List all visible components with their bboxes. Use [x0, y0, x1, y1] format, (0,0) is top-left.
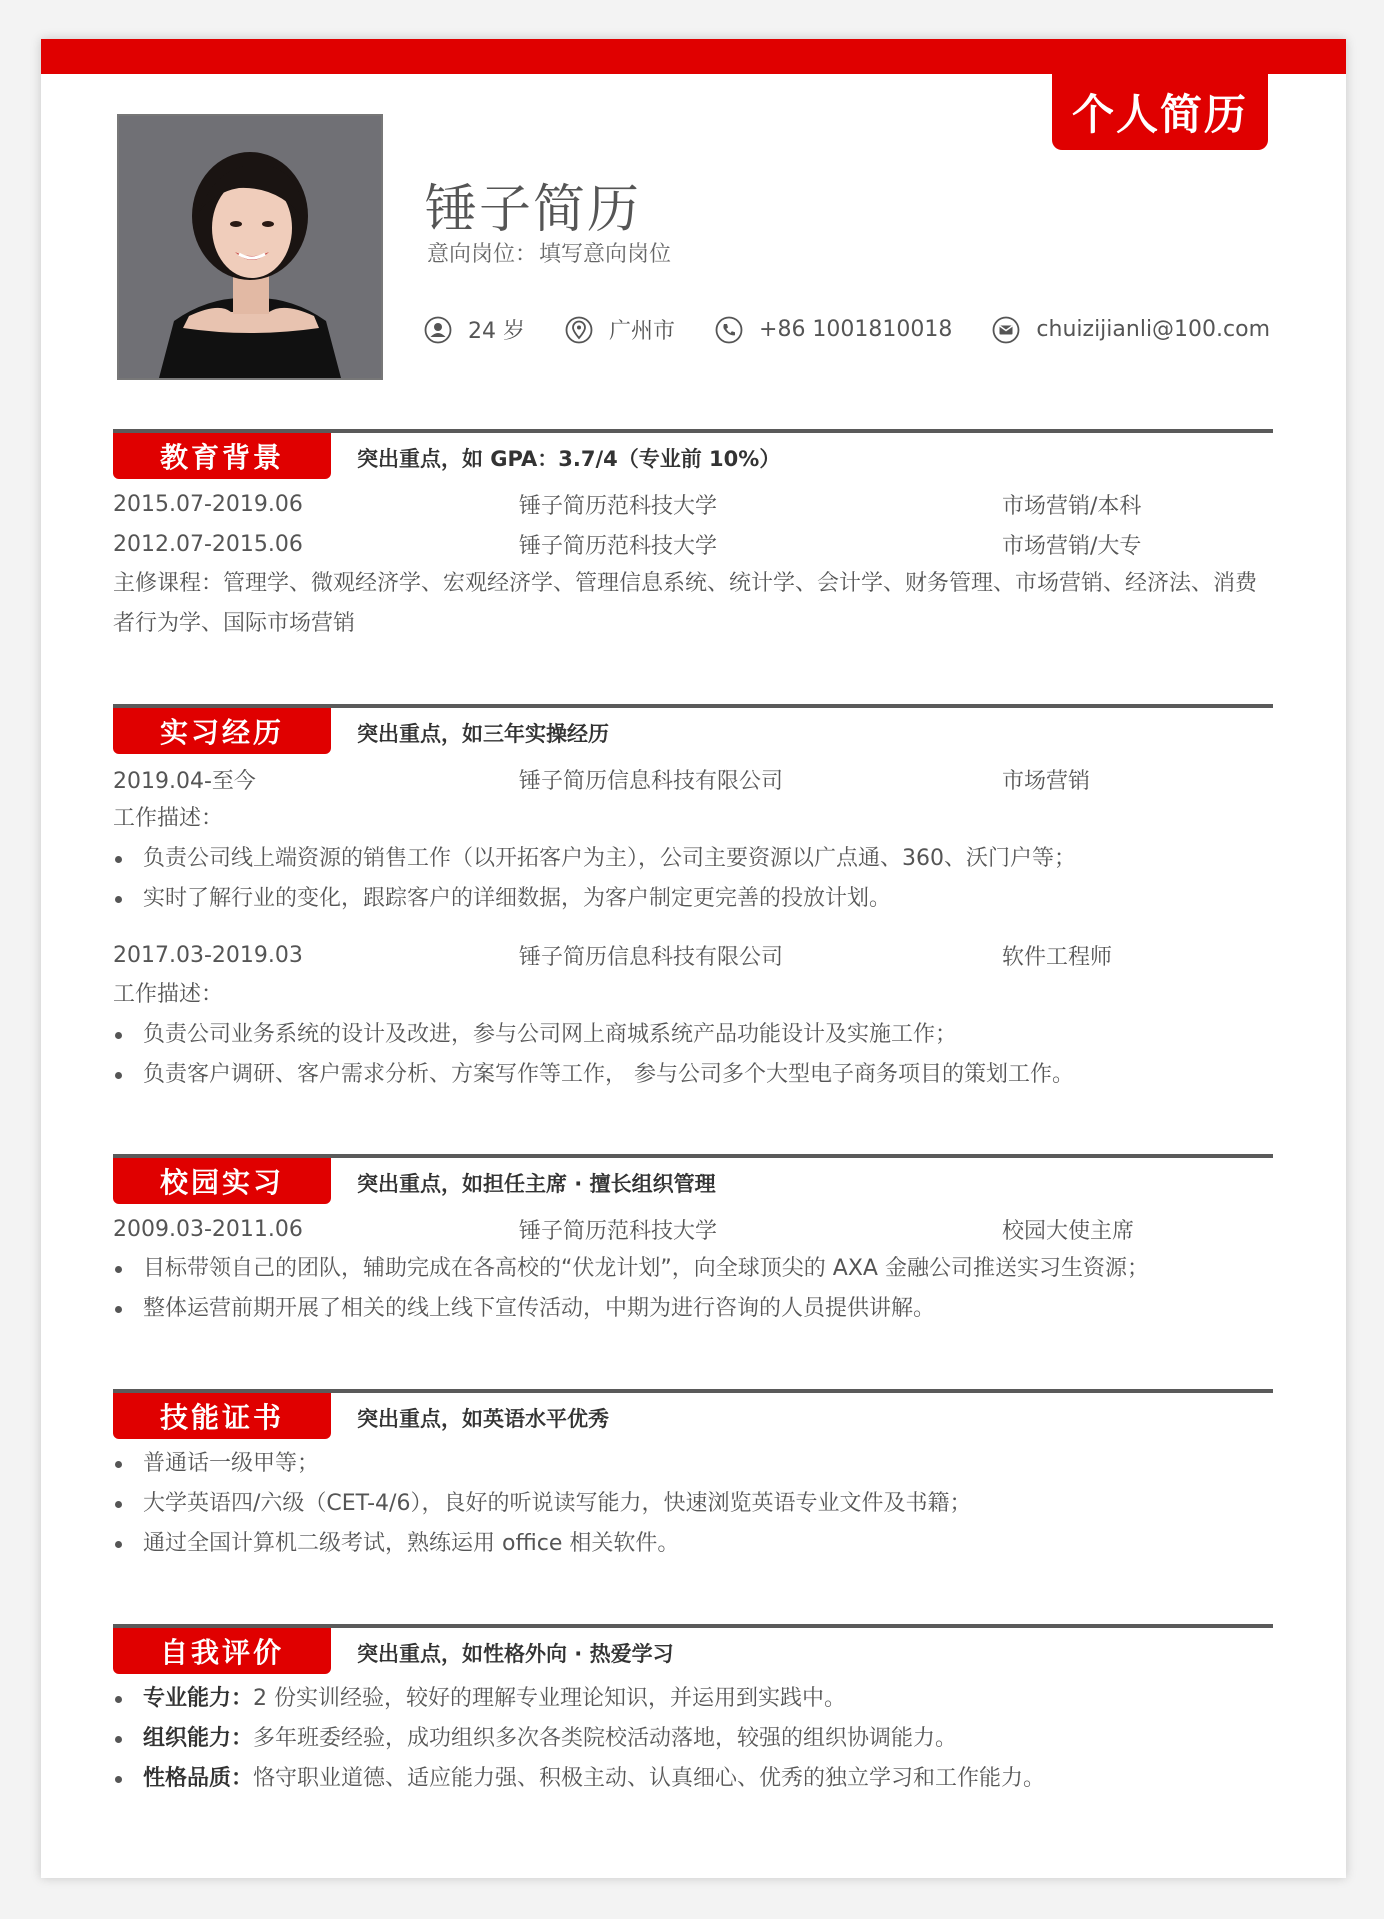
job-bullets: [113, 839, 1273, 919]
list-item: 负责客户调研、客户需求分析、方案写作等工作， 参与公司多个大型电子商务项目的策划工作。: [113, 1055, 1273, 1095]
job-company: 锤子简历信息科技有限公司: [519, 768, 784, 794]
section-note: 突出重点，如担任主席 · 擅长组织管理: [357, 1172, 716, 1196]
phone-text: +86 1001810018: [759, 317, 953, 342]
job-company: 锤子简历信息科技有限公司: [519, 944, 784, 970]
job-date: 2019.04-至今: [113, 768, 256, 794]
education-row: [113, 524, 1273, 564]
item-label: 专业能力：: [143, 1686, 254, 1711]
job-desc-label: 工作描述：: [113, 982, 224, 1007]
education-courses: 主修课程：管理学、微观经济学、宏观经济学、管理信息系统、统计学、会计学、财务管理、市场营销、经济法、消费者行为学、国际市场营销: [113, 571, 1258, 636]
list-item: [113, 1679, 1273, 1719]
section-title: 教育背景: [113, 433, 331, 479]
section-campus: [113, 1154, 1273, 1329]
contact-city: [565, 314, 675, 345]
list-item: 整体运营前期开展了相关的线上线下宣传活动，中期为进行咨询的人员提供讲解。: [113, 1289, 1273, 1329]
item-label: 组织能力：: [143, 1726, 254, 1751]
campus-bullets: [113, 1249, 1273, 1329]
job-intent-label: 意向岗位：: [427, 242, 538, 267]
skills-bullets: [113, 1444, 1273, 1564]
job-role: 市场营销: [1002, 768, 1091, 794]
section-education: [113, 429, 1273, 644]
campus-row: [113, 1209, 1273, 1249]
section-note: 突出重点，如性格外向 · 热爱学习: [357, 1642, 674, 1666]
section-header: [113, 429, 1273, 479]
self-eval-bullets: [113, 1679, 1273, 1799]
top-accent-bar: [41, 39, 1346, 74]
job-row: [113, 759, 1273, 799]
document-title: 个人简历: [1052, 73, 1268, 150]
education-date: 2012.07-2015.06: [113, 531, 303, 557]
section-title: 实习经历: [113, 708, 331, 754]
job-role: 软件工程师: [1002, 944, 1113, 970]
education-major: 市场营销/本科: [1002, 493, 1142, 519]
section-skills: [113, 1389, 1273, 1564]
list-item: 目标带领自己的团队，辅助完成在各高校的“伏龙计划”，向全球顶尖的 AXA 金融公司推送实习生资源；: [113, 1249, 1273, 1289]
education-date: 2015.07-2019.06: [113, 491, 303, 517]
section-title: 自我评价: [113, 1628, 331, 1674]
item-text: 多年班委经验，成功组织多次各类院校活动落地，较强的组织协调能力。: [253, 1726, 958, 1751]
campus-date: 2009.03-2011.06: [113, 1216, 303, 1242]
mail-icon: [992, 316, 1020, 344]
section-header: [113, 1389, 1273, 1439]
section-header: [113, 704, 1273, 754]
list-item: 负责公司业务系统的设计及改进，参与公司网上商城系统产品功能设计及实施工作；: [113, 1015, 1273, 1055]
list-item: 负责公司线上端资源的销售工作（以开拓客户为主），公司主要资源以广点通、360、沃门户等；: [113, 839, 1273, 879]
job-intent: [427, 237, 671, 268]
profile-photo: [117, 114, 383, 380]
education-major: 市场营销/大专: [1002, 533, 1142, 559]
section-self-evaluation: [113, 1624, 1273, 1799]
section-internship: [113, 704, 1273, 1095]
job-row: [113, 935, 1273, 975]
section-note: 突出重点，如三年实操经历: [357, 722, 609, 746]
list-item: [113, 1759, 1273, 1799]
item-text: 2 份实训经验，较好的理解专业理论知识，并运用到实践中。: [253, 1686, 847, 1711]
candidate-name: 锤子简历: [425, 180, 642, 240]
list-item: 大学英语四/六级（CET-4/6），良好的听说读写能力，快速浏览英语专业文件及书籍；: [113, 1484, 1273, 1524]
location-pin-icon: [565, 316, 593, 344]
job-date: 2017.03-2019.03: [113, 942, 303, 968]
phone-icon: [715, 316, 743, 344]
list-item: [113, 1719, 1273, 1759]
age-text: 24 岁: [468, 319, 525, 344]
contact-phone: [715, 316, 952, 344]
job-desc-label: 工作描述：: [113, 806, 224, 831]
city-text: 广州市: [609, 319, 676, 344]
education-school: 锤子简历范科技大学: [519, 493, 718, 519]
resume-page: [41, 39, 1346, 1878]
education-row: [113, 484, 1273, 524]
list-item: 通过全国计算机二级考试，熟练运用 office 相关软件。: [113, 1524, 1273, 1564]
list-item: 实时了解行业的变化，跟踪客户的详细数据，为客户制定更完善的投放计划。: [113, 879, 1273, 919]
section-note: 突出重点，如英语水平优秀: [357, 1407, 609, 1431]
contact-age: [424, 314, 525, 345]
job-intent-value: 填写意向岗位: [539, 242, 672, 267]
list-item: 普通话一级甲等；: [113, 1444, 1273, 1484]
item-label: 性格品质：: [143, 1766, 254, 1791]
person-icon: [424, 316, 452, 344]
section-note: 突出重点，如 GPA：3.7/4（专业前 10%）: [357, 447, 781, 471]
item-text: 恪守职业道德、适应能力强、积极主动、认真细心、优秀的独立学习和工作能力。: [253, 1766, 1046, 1791]
email-text: chuizijianli@100.com: [1036, 317, 1271, 342]
job-bullets: [113, 1015, 1273, 1095]
section-title: 校园实习: [113, 1158, 331, 1204]
campus-role: 校园大使主席: [1002, 1218, 1135, 1244]
section-header: [113, 1154, 1273, 1204]
section-title: 技能证书: [113, 1393, 331, 1439]
section-header: [113, 1624, 1273, 1674]
education-school: 锤子简历范科技大学: [519, 533, 718, 559]
contact-email: [992, 316, 1270, 344]
campus-org: 锤子简历范科技大学: [519, 1218, 718, 1244]
contact-info: [424, 314, 1270, 345]
